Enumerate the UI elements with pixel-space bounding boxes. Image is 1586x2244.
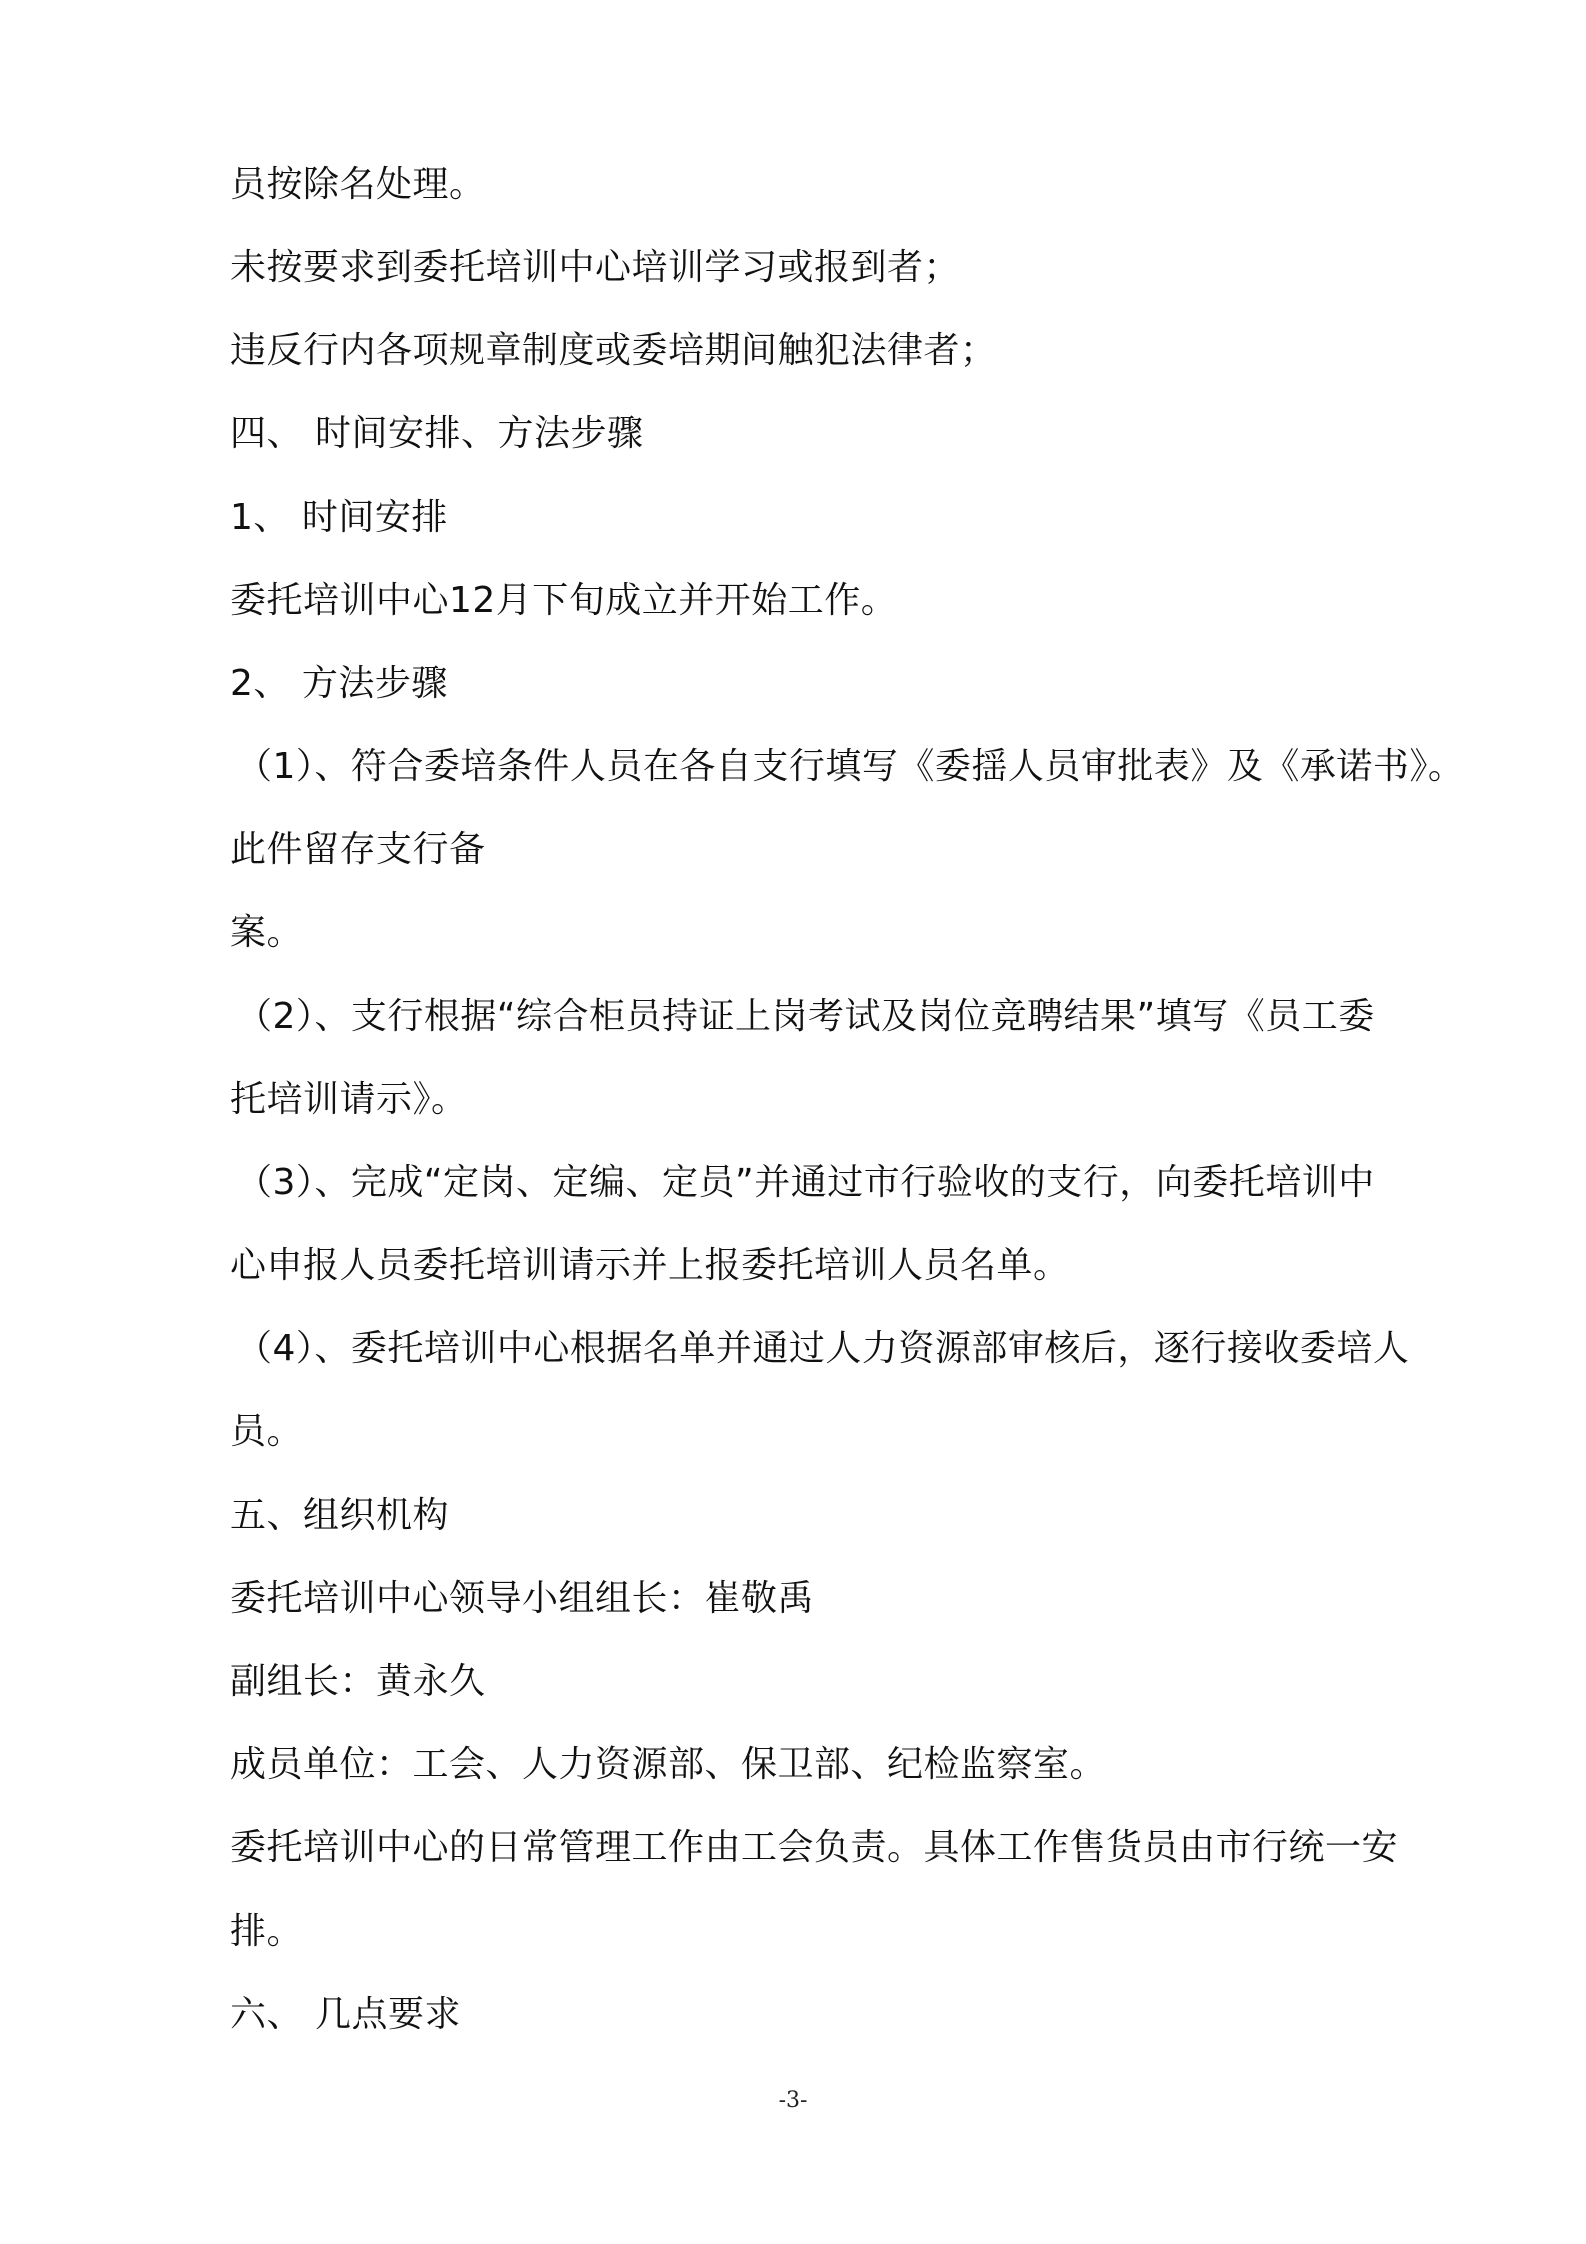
text-line: 委托培训中心12月下旬成立并开始工作。 bbox=[230, 580, 898, 621]
list-item: （2）、支行根据“综合柜员持证上岗考试及岗位竞聘结果”填写《员工委 bbox=[236, 996, 1375, 1037]
section-heading: 四、 时间安排、方法步骤 bbox=[230, 413, 644, 454]
text-line: 成员单位：工会、人力资源部、保卫部、纪检监察室。 bbox=[230, 1744, 1107, 1785]
text-line: 案。 bbox=[230, 912, 304, 953]
text-line: 副组长：黄永久 bbox=[230, 1661, 486, 1702]
subsection-heading: 1、 时间安排 bbox=[230, 497, 448, 538]
text-line: 委托培训中心的日常管理工作由工会负责。具体工作售货员由市行统一安 bbox=[230, 1827, 1399, 1868]
section-heading: 五、组织机构 bbox=[230, 1495, 450, 1536]
list-item: （4）、委托培训中心根据名单并通过人力资源部审核后，逐行接收委培人 bbox=[236, 1328, 1410, 1369]
text-line: 未按要求到委托培训中心培训学习或报到者； bbox=[230, 247, 961, 288]
text-line: 此件留存支行备 bbox=[230, 829, 486, 870]
list-item: （1）、符合委培条件人员在各自支行填写《委揺人员审批表》及《承诺书》。 bbox=[236, 746, 1465, 787]
text-line: 委托培训中心领导小组组长：崔敬禹 bbox=[230, 1578, 815, 1619]
subsection-heading: 2、 方法步骤 bbox=[230, 663, 448, 704]
text-line: 员。 bbox=[230, 1411, 304, 1452]
text-line: 托培训请示》。 bbox=[230, 1079, 468, 1120]
text-line: 员按除名处理。 bbox=[230, 164, 486, 205]
section-heading: 六、 几点要求 bbox=[230, 1994, 461, 2035]
text-line: 心申报人员委托培训请示并上报委托培训人员名单。 bbox=[230, 1245, 1070, 1286]
text-line: 违反行内各项规章制度或委培期间触犯法律者； bbox=[230, 330, 997, 371]
text-line: 排。 bbox=[230, 1911, 304, 1952]
page-number: -3- bbox=[778, 2088, 808, 2113]
list-item: （3）、完成“定岗、定编、定员”并通过市行验收的支行，向委托培训中 bbox=[236, 1162, 1375, 1203]
